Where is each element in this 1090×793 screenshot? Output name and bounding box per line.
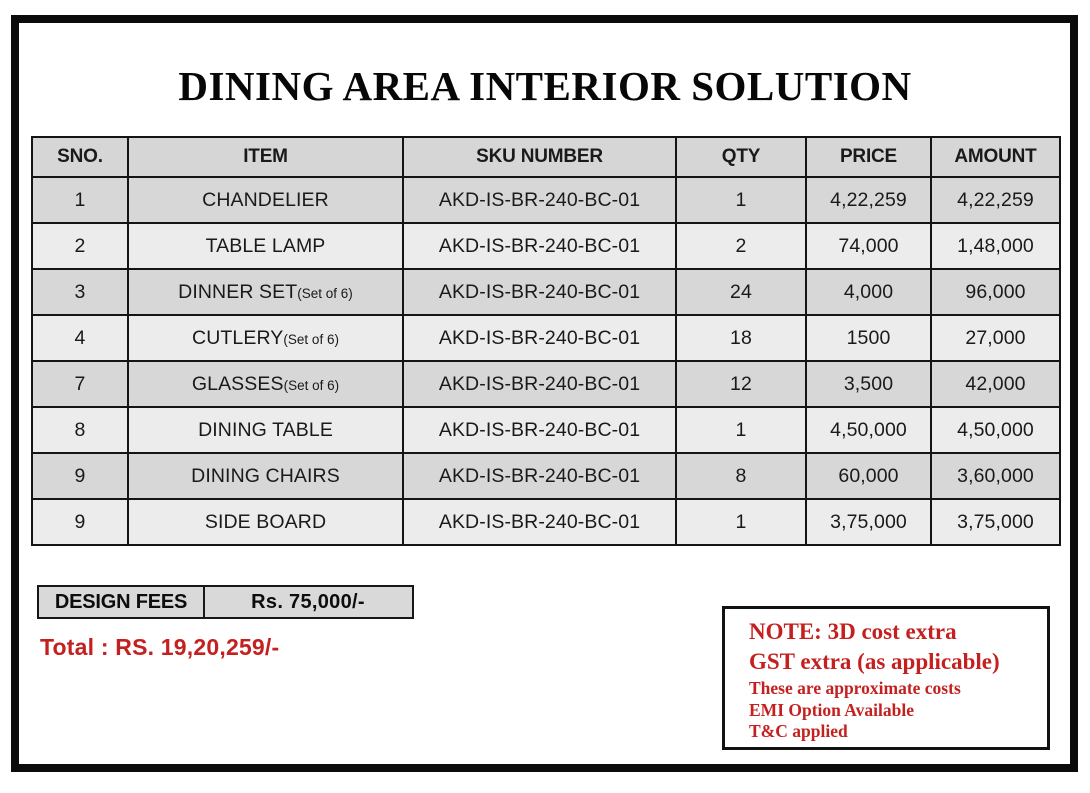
cell-amount: 3,75,000 [931, 499, 1060, 545]
cell-price: 3,500 [806, 361, 931, 407]
cell-item [128, 499, 403, 545]
table-row [32, 499, 1060, 545]
cell-sku: AKD-IS-BR-240-BC-01 [403, 499, 676, 545]
cell-price: 1500 [806, 315, 931, 361]
cell-sno: 9 [32, 499, 128, 545]
column-header-price: PRICE [806, 137, 931, 177]
column-header-amount: AMOUNT [931, 137, 1060, 177]
cell-amount: 1,48,000 [931, 223, 1060, 269]
column-header-qty: QTY [676, 137, 806, 177]
cell-price: 60,000 [806, 453, 931, 499]
cell-sno: 2 [32, 223, 128, 269]
column-header-sku: SKU NUMBER [403, 137, 676, 177]
note-box [722, 606, 1050, 750]
note-line: GST extra (as applicable) [749, 649, 1000, 674]
cell-amount: 96,000 [931, 269, 1060, 315]
column-header-item: ITEM [128, 137, 403, 177]
cell-item [128, 361, 403, 407]
item-name: DINING TABLE [198, 418, 333, 441]
cell-sno: 9 [32, 453, 128, 499]
cell-sku: AKD-IS-BR-240-BC-01 [403, 177, 676, 223]
table-row [32, 223, 1060, 269]
cell-qty: 1 [676, 177, 806, 223]
cell-item [128, 453, 403, 499]
table-header [32, 137, 1060, 177]
design-fees-box [37, 585, 414, 619]
item-name: GLASSES [191, 372, 284, 395]
cell-sno: 3 [32, 269, 128, 315]
item-set-note: (Set of 6) [297, 285, 353, 301]
cell-qty: 18 [676, 315, 806, 361]
cell-amount: 3,60,000 [931, 453, 1060, 499]
cell-sku: AKD-IS-BR-240-BC-01 [403, 361, 676, 407]
cell-qty: 1 [676, 407, 806, 453]
table-row [32, 407, 1060, 453]
item-set-note: (Set of 6) [283, 331, 339, 347]
cell-sku: AKD-IS-BR-240-BC-01 [403, 269, 676, 315]
design-fees-label: DESIGN FEES [37, 585, 205, 619]
cell-qty: 24 [676, 269, 806, 315]
cell-sno: 1 [32, 177, 128, 223]
cell-price: 74,000 [806, 223, 931, 269]
note-line: These are approximate costs [749, 678, 961, 698]
items-table [31, 136, 1061, 546]
cell-price: 4,50,000 [806, 407, 931, 453]
cell-amount: 4,50,000 [931, 407, 1060, 453]
cell-price: 3,75,000 [806, 499, 931, 545]
table-row [32, 177, 1060, 223]
table-row [32, 269, 1060, 315]
cell-sno: 8 [32, 407, 128, 453]
item-set-note: (Set of 6) [283, 377, 340, 393]
cell-amount: 4,22,259 [931, 177, 1060, 223]
cell-price: 4,22,259 [806, 177, 931, 223]
cell-item [128, 177, 403, 223]
page-title: DINING AREA INTERIOR SOLUTION [178, 63, 912, 109]
table-row [32, 453, 1060, 499]
cell-sno: 4 [32, 315, 128, 361]
cell-item [128, 223, 403, 269]
table-row [32, 361, 1060, 407]
item-name: DINNER SET [178, 280, 298, 303]
cell-sno: 7 [32, 361, 128, 407]
table-body [32, 177, 1060, 545]
item-name: CUTLERY [192, 326, 284, 349]
item-name: CHANDELIER [202, 188, 329, 211]
column-header-sno: SNO. [32, 137, 128, 177]
cell-sku: AKD-IS-BR-240-BC-01 [403, 407, 676, 453]
cell-sku: AKD-IS-BR-240-BC-01 [403, 315, 676, 361]
item-name: TABLE LAMP [205, 234, 326, 257]
cell-item [128, 407, 403, 453]
cell-item [128, 269, 403, 315]
total-amount-text: Total : RS. 19,20,259/- [40, 634, 280, 660]
table-header-row [32, 137, 1060, 177]
item-name: SIDE BOARD [204, 510, 327, 533]
cell-amount: 27,000 [931, 315, 1060, 361]
design-fees-value: Rs. 75,000/- [203, 585, 414, 619]
item-name: DINING CHAIRS [191, 464, 340, 487]
note-line: T&C applied [749, 721, 848, 741]
cell-qty: 8 [676, 453, 806, 499]
cell-qty: 12 [676, 361, 806, 407]
cell-qty: 1 [676, 499, 806, 545]
cell-sku: AKD-IS-BR-240-BC-01 [403, 223, 676, 269]
note-line: EMI Option Available [749, 699, 914, 720]
cell-price: 4,000 [806, 269, 931, 315]
note-line: NOTE: 3D cost extra [749, 619, 957, 644]
cell-item [128, 315, 403, 361]
cell-sku: AKD-IS-BR-240-BC-01 [403, 453, 676, 499]
cell-qty: 2 [676, 223, 806, 269]
table-row [32, 315, 1060, 361]
cell-amount: 42,000 [931, 361, 1060, 407]
